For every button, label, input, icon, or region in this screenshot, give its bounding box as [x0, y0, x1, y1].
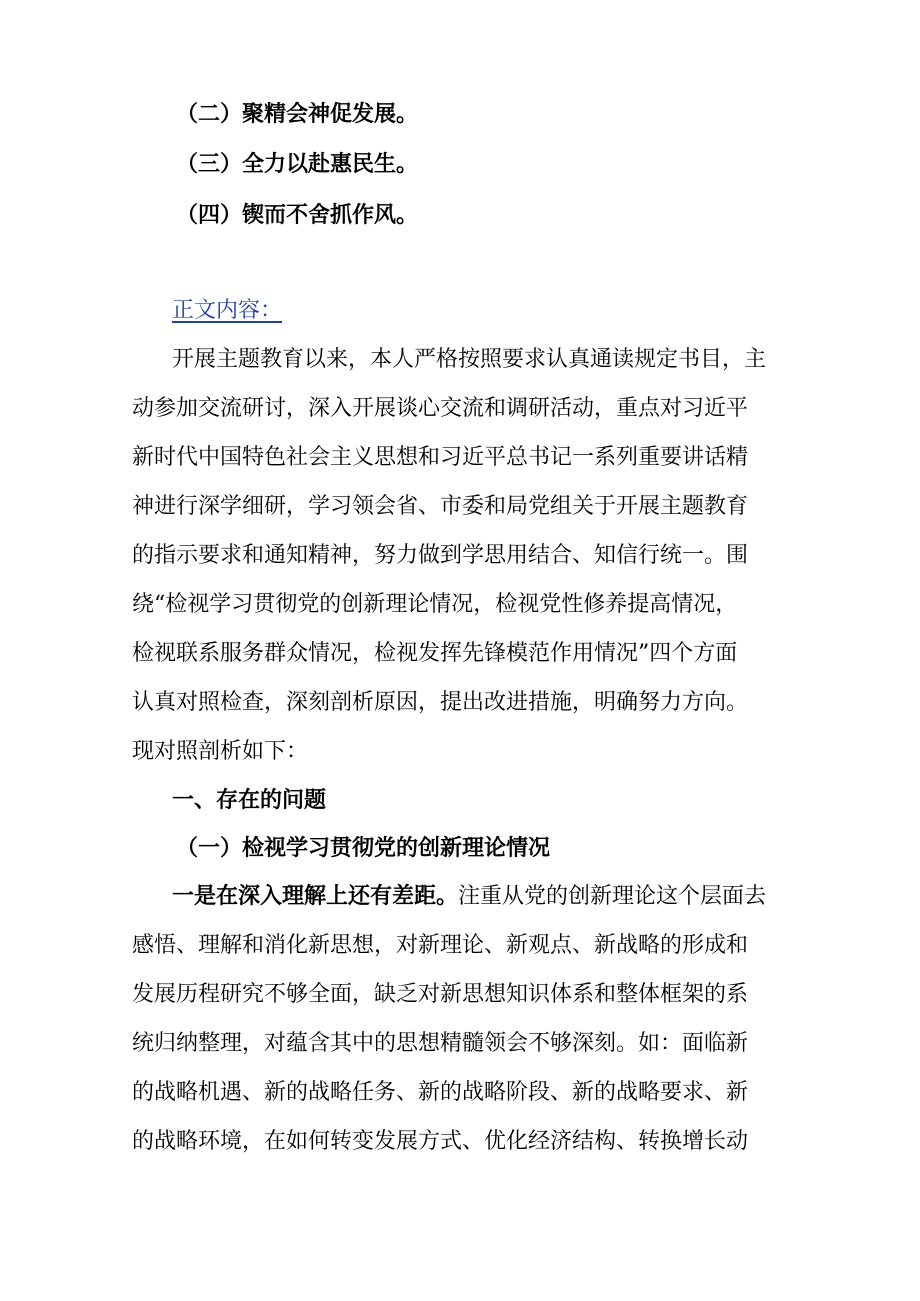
paragraph-1-line-3: 发展历程研究不够全面，缺乏对新思想知识体系和整体框架的系 — [132, 982, 749, 1007]
paragraph-1-lead-rest: 注重从党的创新理论这个层面去 — [458, 884, 767, 909]
intro-line-3: 新时代中国特色社会主义思想和习近平总书记一系列重要讲话精 — [132, 445, 749, 470]
intro-line-5: 的指示要求和通知精神，努力做到学思用结合、知信行统一。围 — [132, 543, 749, 568]
paragraph-1-line-2: 感悟、理解和消化新思想，对新理论、新观点、新战略的形成和 — [132, 933, 749, 958]
intro-line-4: 神进行深学细研，学习领会省、市委和局党组关于开展主题教育 — [132, 494, 749, 519]
intro-line-7: 检视联系服务群众情况，检视发挥先锋模范作用情况”四个方面 — [132, 641, 738, 666]
intro-line-9: 现对照剖析如下： — [132, 739, 309, 764]
intro-line-2: 动参加交流研讨，深入开展谈心交流和调研活动，重点对习近平 — [132, 396, 749, 421]
paragraph-1-line-4: 统归纳整理，对蕴含其中的思想精髓领会不够深刻。如：面临新 — [132, 1031, 749, 1056]
section-1-title: 一、存在的问题 — [172, 788, 327, 813]
paragraph-1-line-5: 的战略机遇、新的战略任务、新的战略阶段、新的战略要求、新 — [132, 1080, 749, 1105]
body-heading[interactable] — [172, 296, 832, 326]
intro-line-6: 绕“检视学习贯彻党的创新理论情况，检视党性修养提高情况， — [132, 592, 738, 617]
body-heading-link[interactable]: 正文内容： — [172, 298, 283, 323]
paragraph-1-line-1 — [172, 882, 792, 912]
outline-item-4: （四）锲而不舍抓作风。 — [176, 203, 419, 228]
intro-line-1: 开展主题教育以来，本人严格按照要求认真通读规定书目，主 — [172, 347, 767, 372]
paragraph-1-line-6: 的战略环境，在如何转变发展方式、优化经济结构、转换增长动 — [132, 1129, 749, 1154]
intro-line-8: 认真对照检查，深刻剖析原因，提出改进措施，明确努力方向。 — [132, 690, 749, 715]
subsection-1-title: （一）检视学习贯彻党的创新理论情况 — [176, 836, 551, 861]
outline-item-2: （二）聚精会神促发展。 — [176, 102, 419, 127]
outline-item-3: （三）全力以赴惠民生。 — [176, 152, 419, 177]
paragraph-1-lead: 一是在深入理解上还有差距。 — [172, 884, 459, 909]
